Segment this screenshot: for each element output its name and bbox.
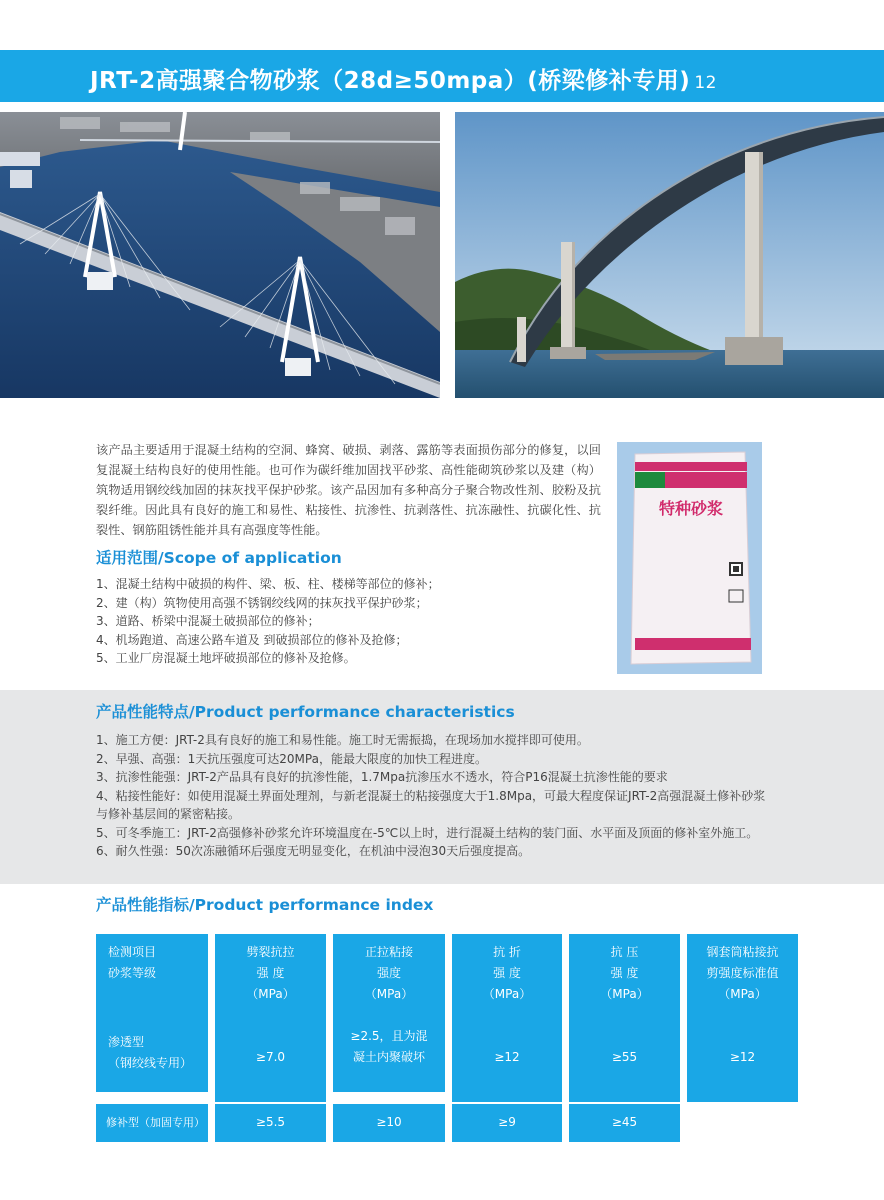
cell-text: 强度 (376, 966, 401, 980)
table-header-cell (215, 934, 326, 1018)
bag-title-text: 特种砂浆 (658, 499, 724, 518)
cell-text: （MPa） (364, 987, 414, 1001)
table-cell (687, 1018, 798, 1102)
table-header-cell (569, 934, 680, 1018)
cell-text: 劈裂抗拉 (246, 945, 295, 959)
product-bag-image (617, 442, 762, 674)
table-cell (333, 1018, 445, 1092)
scope-list (96, 575, 606, 668)
table-header-cell (452, 934, 562, 1018)
cell-text: ≥10 (376, 1115, 402, 1129)
curved-viaduct-photo (455, 112, 884, 398)
index-heading: 产品性能指标/Product performance index (96, 896, 434, 914)
cell-text: ≥12 (494, 1050, 520, 1064)
cell-text: 抗 压 (610, 945, 639, 959)
characteristics-list (96, 731, 766, 861)
page-title (90, 62, 717, 95)
list-item: 3、抗渗性能强：JRT-2产品具有良好的抗渗性能，1.7Mpa抗渗压水不透水，符合P16混凝土抗渗性能的要求 (96, 770, 668, 784)
list-item: 2、早强、高强：1天抗压强度可达20MPa，能最大限度的加快工程进度。 (96, 751, 487, 766)
cell-text: 钢套筒粘接抗 (706, 945, 779, 959)
list-item: 3、道路、桥梁中混凝土破损部位的修补； (96, 614, 320, 628)
table-header-cell (333, 934, 445, 1018)
list-item: 5、工业厂房混凝土地坪破损部位的修补及抢修。 (96, 651, 356, 665)
cell-text: （MPa） (482, 987, 532, 1001)
cell-text: （钢绞线专用） (108, 1056, 193, 1070)
table-row-label (96, 1104, 208, 1142)
table-header-cell (687, 934, 798, 1018)
cell-text: ≥7.0 (255, 1050, 286, 1064)
title-text: JRT-2高强聚合物砂浆（28d≥50mpa）(桥梁修补专用) (90, 68, 691, 94)
table-cell (452, 1018, 562, 1102)
table-cell (215, 1104, 326, 1142)
list-item: 1、施工方便：JRT-2具有良好的施工和易性能。施工时无需振捣，在现场加水搅拌即可使用。 (96, 733, 589, 747)
cell-text: （MPa） (718, 987, 767, 1001)
cell-text: ≥12 (729, 1050, 756, 1064)
table-cell (215, 1018, 326, 1102)
cell-text: ≥2.5，且为混 (350, 1029, 428, 1043)
cell-text: （MPa） (600, 987, 649, 1001)
cell-text: 强 度 (256, 966, 285, 980)
page-number: 12 (694, 73, 717, 93)
list-item: 2、建（构）筑物使用高强不锈钢绞线网的抹灰找平保护砂浆； (96, 595, 428, 610)
characteristics-heading: 产品性能特点/Product performance characteristics (96, 703, 515, 721)
cell-text: 剪强度标准值 (706, 966, 779, 980)
cell-text: 渗透型 (108, 1035, 145, 1049)
cell-text: 强 度 (610, 966, 639, 980)
list-item: 4、机场跑道、高速公路车道及 到破损部位的修补及抢修； (96, 632, 408, 647)
cell-text: 修补型（加固专用） (106, 1116, 205, 1129)
cell-text: ≥55 (611, 1050, 638, 1064)
table-cell (569, 1018, 680, 1102)
cell-text: 检测项目 (108, 945, 157, 959)
cell-text: 凝土内聚破坏 (352, 1050, 425, 1064)
intro-paragraph: 该产品主要适用于混凝土结构的空洞、蜂窝、破损、剥落、露筋等表面损伤部分的修复，以回复混凝土结构良好的使用性能。也可作为碳纤维加固找平砂浆、高性能砌筑砂浆以及建（构）筑物适用钢绞线加固的抹灰找平保护砂浆。该产品因加有多种高分子聚合物改性剂、胶粉及抗裂纤维。因此具有良好的施工和易性、粘接性、抗渗性、抗剥落性、抗冻融性、抗碳化性、抗裂性、钢筋阻锈性能并具有高强度等性能。 (96, 443, 601, 537)
table-cell (569, 1104, 680, 1142)
cell-text: （MPa） (246, 987, 295, 1001)
cell-text: ≥45 (611, 1115, 638, 1129)
cell-text: 抗 折 (493, 945, 521, 959)
table-cell (333, 1104, 445, 1142)
cell-text: ≥9 (498, 1115, 516, 1129)
list-item: 1、混凝土结构中破损的构件、梁、板、柱、楼梯等部位的修补； (96, 577, 440, 591)
cell-text: 砂浆等级 (108, 966, 157, 980)
cell-text: ≥5.5 (255, 1115, 286, 1129)
table-header-cell (96, 934, 208, 1018)
list-item: 6、耐久性强：50次冻融循环后强度无明显变化，在机油中浸泡30天后强度提高。 (96, 844, 531, 858)
scope-heading: 适用范围/Scope of application (96, 549, 342, 567)
cell-text: 正拉粘接 (364, 945, 413, 959)
list-item: 5、可冬季施工：JRT-2高强修补砂浆允许环境温度在-5℃以上时，进行混凝土结构的装门面、水平面及顶面的修补室外施工。 (96, 825, 759, 840)
table-row-label (96, 1018, 208, 1092)
list-item: 4、粘接性能好：如使用混凝土界面处理剂，与新老混凝土的粘接强度大于1.8Mpa，可最大程度保证JRT-2高强混凝土修补砂浆与修补基层间的紧密粘接。 (96, 788, 766, 821)
cell-text: 强 度 (493, 966, 521, 980)
cable-stayed-bridge-photo (0, 112, 440, 398)
table-cell (452, 1104, 562, 1142)
